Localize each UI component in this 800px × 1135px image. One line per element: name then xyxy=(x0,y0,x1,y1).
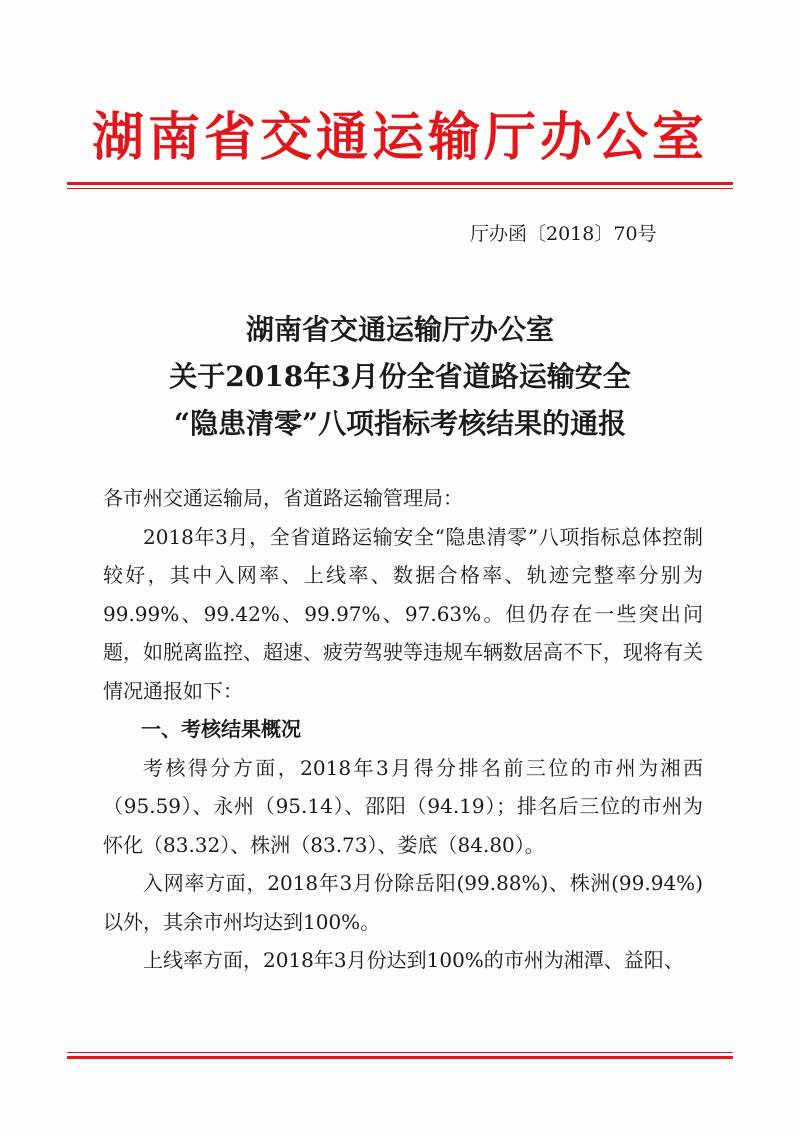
title-line-2: 关于2018年3月份全省道路运输安全 xyxy=(169,360,631,393)
issuer-header: 湖南省交通运输厅办公室 xyxy=(91,108,708,168)
document-body xyxy=(103,479,703,980)
header-rule-thick xyxy=(67,182,733,185)
footer-rule-thin xyxy=(67,1052,733,1053)
footer-rule-thick xyxy=(67,1056,733,1059)
paragraph-online-rate: 上线率方面，2018年3月份达到100%的市州为湘潭、益阳、 xyxy=(143,948,684,972)
header-rule-thin xyxy=(67,188,733,189)
title-line-1: 湖南省交通运输厅办公室 xyxy=(245,313,554,346)
paragraph-scores: 考核得分方面，2018年3月得分排名前三位的市州为湘西（95.59）、永州（95.14）、邵阳（94.19）；排名后三位的市州为怀化（83.32）、株洲（83.73）、娄底（84.80）。 xyxy=(103,755,703,857)
section-heading-1: 一、考核结果概况 xyxy=(141,717,301,741)
document-number: 厅办函〔2018〕70号 xyxy=(470,223,657,245)
document-title xyxy=(0,306,800,447)
title-line-3: “隐患清零”八项指标考核结果的通报 xyxy=(173,407,627,440)
salutation: 各市州交通运输局，省道路运输管理局： xyxy=(103,486,463,510)
paragraph-intro: 2018年3月，全省道路运输安全“隐患清零”八项指标总体控制较好，其中入网率、上线率、数据合格率、轨迹完整率分别为99.99%、99.42%、99.97%、97.63%。但仍存在一些突出问题，如脱离监控、超速、疲劳驾驶等违规车辆数居高不下，现将有关情况通报如下： xyxy=(103,524,703,703)
paragraph-network-rate: 入网率方面，2018年3月份除岳阳(99.88%)、株洲(99.94%)以外，其余市州均达到100%。 xyxy=(103,871,703,934)
